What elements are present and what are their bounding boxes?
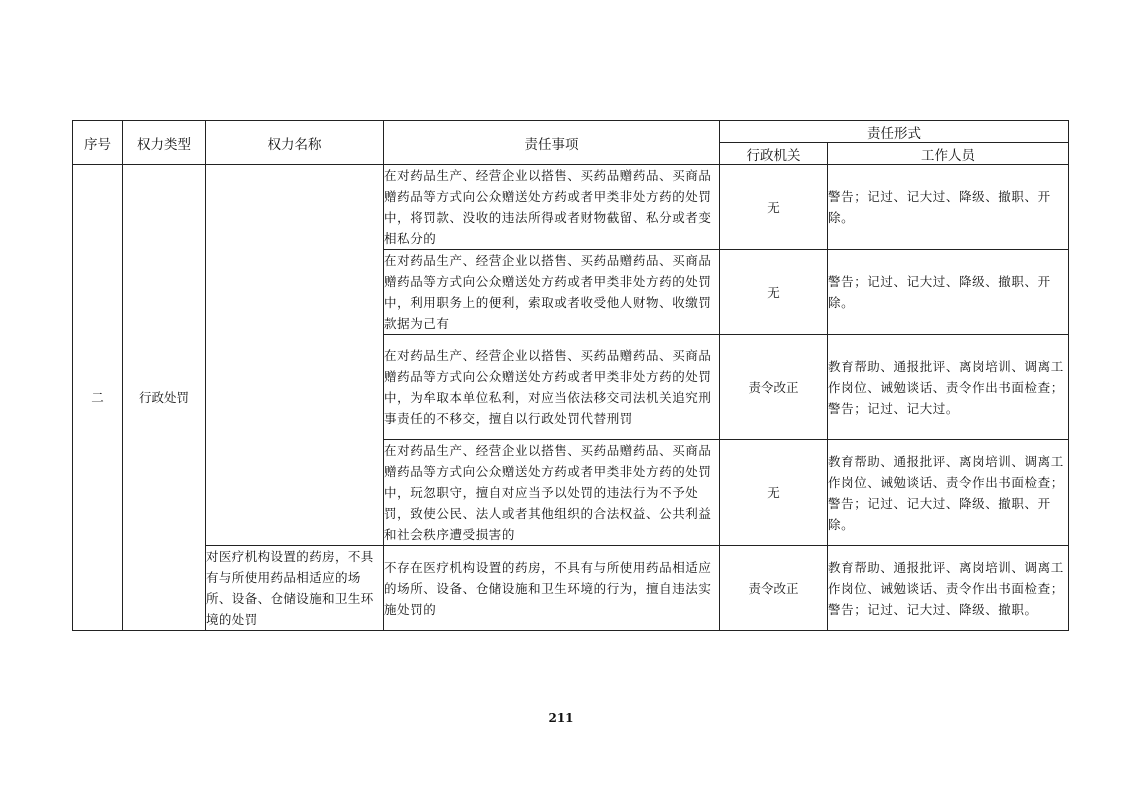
agency-cell: 无 — [720, 250, 828, 335]
duty-cell: 不存在医疗机构设置的药房，不具有与所使用药品相适应的场所、设备、仓储设施和卫生环境的行为，擅自违法实施处罚的 — [384, 546, 720, 631]
agency-cell: 责令改正 — [720, 546, 828, 631]
seq-cell: 二 — [73, 165, 123, 631]
page-number: 211 — [548, 711, 574, 725]
header-form: 责任形式 — [720, 121, 1069, 143]
header-duty: 责任事项 — [384, 121, 720, 165]
header-seq: 序号 — [73, 121, 123, 165]
staff-cell: 警告；记过、记大过、降级、撤职、开除。 — [828, 165, 1069, 250]
header-staff: 工作人员 — [828, 143, 1069, 165]
staff-cell: 教育帮助、通报批评、离岗培训、调离工作岗位、诫勉谈话、责令作出书面检查；警告；记过、记大过、降级、撤职。 — [828, 546, 1069, 631]
duty-cell: 在对药品生产、经营企业以搭售、买药品赠药品、买商品赠药品等方式向公众赠送处方药或者甲类非处方药的处罚中，为牟取本单位私利，对应当依法移交司法机关追究刑事责任的不移交，擅自以行政处罚代替刑罚 — [384, 335, 720, 440]
power-name-cell: 对医疗机构设置的药房，不具有与所使用药品相适应的场所、设备、仓储设施和卫生环境的处罚 — [206, 546, 384, 631]
staff-cell: 教育帮助、通报批评、离岗培训、调离工作岗位、诫勉谈话、责令作出书面检查；警告；记过、记大过、降级、撤职、开除。 — [828, 440, 1069, 546]
duty-cell: 在对药品生产、经营企业以搭售、买药品赠药品、买商品赠药品等方式向公众赠送处方药或者甲类非处方药的处罚中，玩忽职守，擅自对应当予以处罚的违法行为不予处罚，致使公民、法人或者其他组织的合法权益、公共利益和社会秩序遭受损害的 — [384, 440, 720, 546]
table-row — [73, 546, 1069, 631]
agency-cell: 无 — [720, 440, 828, 546]
agency-cell: 责令改正 — [720, 335, 828, 440]
duty-cell: 在对药品生产、经营企业以搭售、买药品赠药品、买商品赠药品等方式向公众赠送处方药或者甲类非处方药的处罚中，利用职务上的便利，索取或者收受他人财物、收缴罚款据为己有 — [384, 250, 720, 335]
staff-cell: 教育帮助、通报批评、离岗培训、调离工作岗位、诫勉谈话、责令作出书面检查；警告；记过、记大过。 — [828, 335, 1069, 440]
header-row-1 — [73, 121, 1069, 143]
header-power-type: 权力类型 — [123, 121, 206, 165]
header-power-name: 权力名称 — [206, 121, 384, 165]
staff-cell: 警告；记过、记大过、降级、撤职、开除。 — [828, 250, 1069, 335]
agency-cell: 无 — [720, 165, 828, 250]
power-name-cell — [206, 165, 384, 546]
header-agency: 行政机关 — [720, 143, 828, 165]
duty-cell: 在对药品生产、经营企业以搭售、买药品赠药品、买商品赠药品等方式向公众赠送处方药或者甲类非处方药的处罚中，将罚款、没收的违法所得或者财物截留、私分或者变相私分的 — [384, 165, 720, 250]
responsibility-table — [72, 120, 1069, 631]
table-row — [73, 165, 1069, 250]
power-type-cell: 行政处罚 — [123, 165, 206, 631]
